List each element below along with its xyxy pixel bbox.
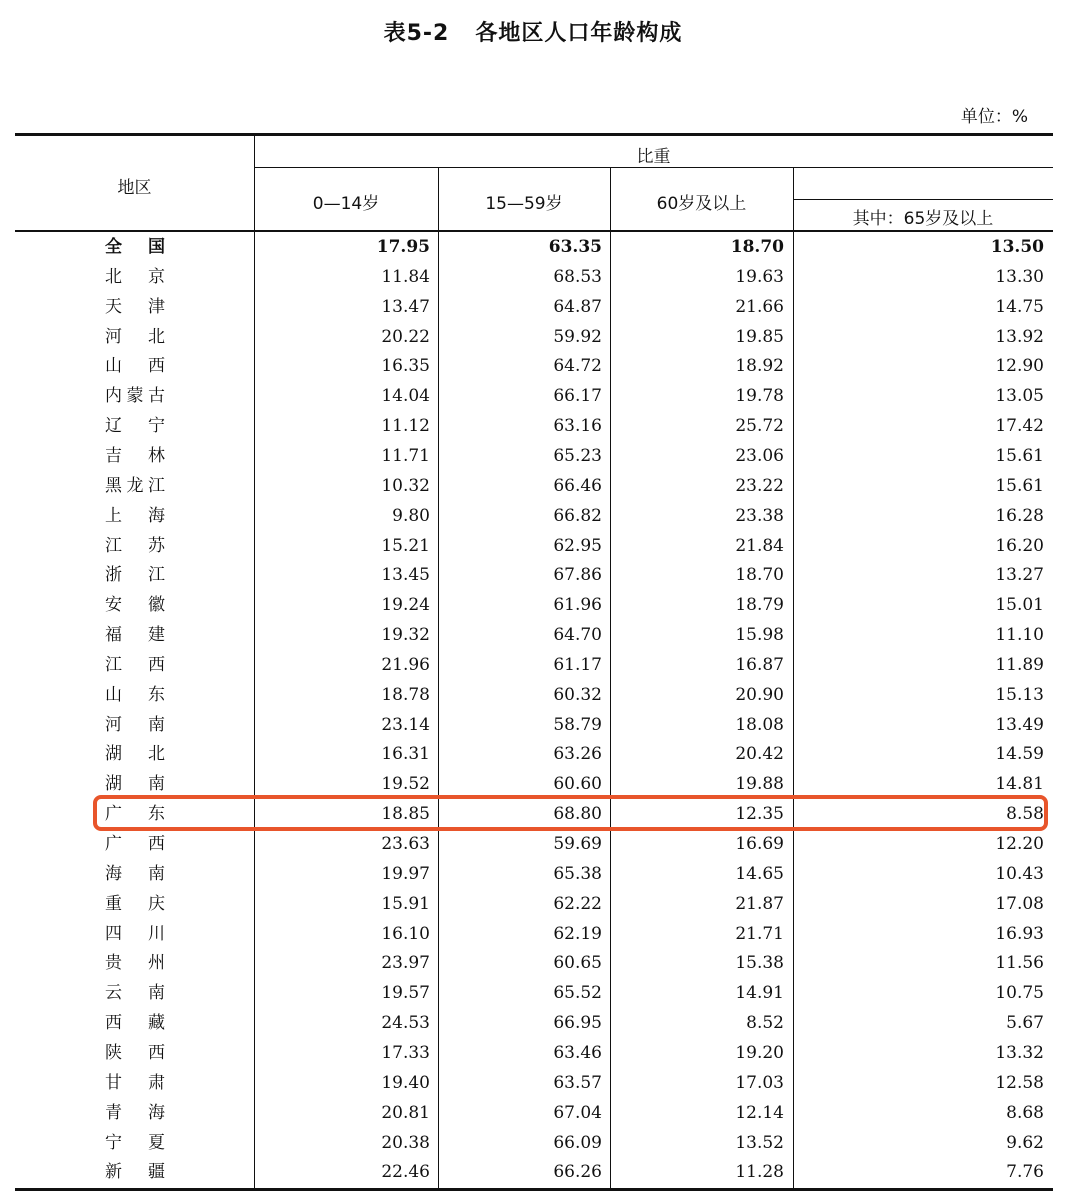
region-cell: 北京	[105, 266, 165, 287]
value-15-59: 60.65	[553, 953, 602, 974]
value-15-59: 63.57	[553, 1072, 602, 1093]
value-60-plus: 21.71	[735, 923, 784, 944]
value-0-14: 19.40	[381, 1072, 430, 1093]
value-0-14: 24.53	[381, 1013, 430, 1034]
value-65-plus: 11.89	[995, 654, 1044, 675]
value-60-plus: 19.78	[735, 386, 784, 407]
region-cell: 江苏	[105, 535, 165, 556]
region-cell: 重庆	[105, 893, 165, 914]
value-65-plus: 8.58	[1006, 804, 1044, 825]
value-60-plus: 23.22	[735, 475, 784, 496]
value-60-plus: 18.70	[730, 237, 784, 257]
value-60-plus: 12.35	[735, 804, 784, 825]
value-15-59: 66.95	[553, 1013, 602, 1034]
table-row	[15, 739, 1053, 769]
value-15-59: 58.79	[553, 714, 602, 735]
table-row	[15, 919, 1053, 949]
table-row	[15, 1068, 1053, 1098]
table-row	[15, 1157, 1053, 1187]
table-row	[15, 351, 1053, 381]
value-60-plus: 16.87	[735, 654, 784, 675]
table-row	[15, 710, 1053, 740]
value-15-59: 64.72	[553, 356, 602, 377]
region-cell: 山西	[105, 356, 165, 377]
region-cell: 黑龙江	[105, 475, 165, 496]
value-60-plus: 21.87	[735, 893, 784, 914]
value-15-59: 66.26	[553, 1162, 602, 1183]
value-15-59: 66.17	[553, 386, 602, 407]
unit-label: 单位：%	[960, 107, 1028, 127]
table-title-text: 各地区人口年龄构成	[475, 21, 683, 46]
bottom-rule	[15, 1188, 1053, 1191]
value-65-plus: 13.32	[995, 1042, 1044, 1063]
value-0-14: 15.91	[381, 893, 430, 914]
value-65-plus: 13.05	[995, 386, 1044, 407]
value-65-plus: 13.30	[995, 266, 1044, 287]
value-0-14: 23.97	[381, 953, 430, 974]
value-0-14: 10.32	[381, 475, 430, 496]
table-row	[15, 471, 1053, 501]
value-65-plus: 14.75	[995, 296, 1044, 317]
value-0-14: 19.24	[381, 595, 430, 616]
table-row	[15, 799, 1053, 829]
value-65-plus: 5.67	[1006, 1013, 1044, 1034]
value-60-plus: 17.03	[735, 1072, 784, 1093]
table-row	[15, 381, 1053, 411]
value-60-plus: 23.06	[735, 445, 784, 466]
value-0-14: 17.95	[376, 237, 430, 257]
value-60-plus: 20.42	[735, 744, 784, 765]
value-65-plus: 7.76	[1006, 1162, 1044, 1183]
value-60-plus: 21.66	[735, 296, 784, 317]
value-65-plus: 11.56	[995, 953, 1044, 974]
value-65-plus: 13.27	[995, 565, 1044, 586]
region-cell: 福建	[105, 625, 165, 646]
header-region: 地区	[117, 178, 152, 198]
value-60-plus: 8.52	[746, 1013, 784, 1034]
region-cell: 青海	[105, 1102, 165, 1123]
value-60-plus: 14.91	[735, 983, 784, 1004]
value-0-14: 20.81	[381, 1102, 430, 1123]
value-60-plus: 19.88	[735, 774, 784, 795]
region-cell: 河北	[105, 326, 165, 347]
value-60-plus: 14.65	[735, 863, 784, 884]
value-65-plus: 12.90	[995, 356, 1044, 377]
value-65-plus: 9.62	[1006, 1132, 1044, 1153]
value-15-59: 64.70	[553, 625, 602, 646]
value-60-plus: 19.63	[735, 266, 784, 287]
table-row	[15, 889, 1053, 919]
table-row	[15, 232, 1053, 262]
table-row	[15, 501, 1053, 531]
value-0-14: 19.52	[381, 774, 430, 795]
value-0-14: 20.22	[381, 326, 430, 347]
value-65-plus: 12.20	[995, 834, 1044, 854]
value-60-plus: 21.84	[735, 535, 784, 556]
subheader-rule	[793, 199, 1053, 200]
value-0-14: 11.84	[381, 266, 430, 287]
header-col-0-14: 0—14岁	[312, 194, 380, 214]
value-15-59: 60.60	[553, 774, 602, 795]
table-number: 表5-2	[383, 21, 450, 46]
value-65-plus: 12.58	[995, 1072, 1044, 1093]
value-65-plus: 14.59	[995, 744, 1044, 765]
value-15-59: 62.22	[553, 893, 602, 914]
value-60-plus: 13.52	[735, 1132, 784, 1153]
value-15-59: 62.19	[553, 923, 602, 944]
value-15-59: 59.69	[553, 834, 602, 854]
value-15-59: 61.17	[553, 654, 602, 675]
table-row	[15, 1098, 1053, 1128]
value-0-14: 21.96	[381, 654, 430, 675]
region-cell: 吉林	[105, 445, 165, 466]
table-title	[0, 16, 1066, 47]
value-60-plus: 11.28	[735, 1162, 784, 1183]
value-0-14: 20.38	[381, 1132, 430, 1153]
header-group-rule	[254, 167, 1053, 168]
value-60-plus: 18.08	[735, 714, 784, 735]
value-15-59: 66.09	[553, 1132, 602, 1153]
top-rule	[15, 133, 1053, 136]
table-row	[15, 411, 1053, 441]
value-65-plus: 15.61	[995, 445, 1044, 466]
table-row	[15, 292, 1053, 322]
region-cell: 广东	[105, 804, 165, 825]
value-15-59: 68.80	[553, 804, 602, 825]
region-cell: 山东	[105, 684, 165, 705]
value-15-59: 68.53	[553, 266, 602, 287]
header-col-15-59: 15—59岁	[485, 194, 563, 214]
region-cell: 辽宁	[105, 416, 165, 437]
value-0-14: 11.12	[381, 416, 430, 437]
value-0-14: 22.46	[381, 1162, 430, 1183]
value-0-14: 19.57	[381, 983, 430, 1004]
value-15-59: 63.35	[548, 237, 602, 257]
region-cell: 内蒙古	[105, 386, 165, 407]
table-row	[15, 262, 1053, 292]
value-15-59: 63.26	[553, 744, 602, 765]
value-15-59: 63.16	[553, 416, 602, 437]
value-0-14: 16.31	[381, 744, 430, 765]
table-row	[15, 590, 1053, 620]
region-cell: 全国	[105, 237, 165, 257]
region-cell: 浙江	[105, 565, 165, 586]
value-0-14: 23.14	[381, 714, 430, 735]
value-60-plus: 15.38	[735, 953, 784, 974]
table-row	[15, 441, 1053, 471]
value-65-plus: 15.61	[995, 475, 1044, 496]
region-cell: 四川	[105, 923, 165, 944]
value-0-14: 19.32	[381, 625, 430, 646]
value-0-14: 13.47	[381, 296, 430, 317]
value-15-59: 65.38	[553, 863, 602, 884]
region-cell: 湖北	[105, 744, 165, 765]
value-15-59: 65.23	[553, 445, 602, 466]
value-65-plus: 14.81	[995, 774, 1044, 795]
value-0-14: 13.45	[381, 565, 430, 586]
region-cell: 宁夏	[105, 1132, 165, 1153]
value-60-plus: 15.98	[735, 625, 784, 646]
region-cell: 甘肃	[105, 1072, 165, 1093]
region-cell: 云南	[105, 983, 165, 1004]
region-cell: 天津	[105, 296, 165, 317]
table-row	[15, 978, 1053, 1008]
value-60-plus: 18.70	[735, 565, 784, 586]
value-15-59: 67.86	[553, 565, 602, 586]
region-cell: 安徽	[105, 595, 165, 616]
value-65-plus: 15.01	[995, 595, 1044, 616]
value-65-plus: 15.13	[995, 684, 1044, 705]
table-row	[15, 620, 1053, 650]
value-65-plus: 17.42	[995, 416, 1044, 437]
value-0-14: 17.33	[381, 1042, 430, 1063]
value-15-59: 65.52	[553, 983, 602, 1004]
table-row	[15, 1038, 1053, 1068]
value-60-plus: 18.79	[735, 595, 784, 616]
value-0-14: 16.10	[381, 923, 430, 944]
header-col-60-plus: 60岁及以上	[656, 194, 747, 214]
value-15-59: 67.04	[553, 1102, 602, 1123]
value-0-14: 18.85	[381, 804, 430, 825]
value-65-plus: 10.43	[995, 863, 1044, 884]
table-row	[15, 1008, 1053, 1038]
table-row	[15, 829, 1053, 859]
value-60-plus: 16.69	[735, 834, 784, 854]
value-0-14: 23.63	[381, 834, 430, 854]
value-60-plus: 12.14	[735, 1102, 784, 1123]
value-60-plus: 23.38	[735, 505, 784, 526]
value-65-plus: 11.10	[995, 625, 1044, 646]
header-col-65-plus: 其中：65岁及以上	[852, 209, 994, 229]
region-cell: 河南	[105, 714, 165, 735]
value-60-plus: 18.92	[735, 356, 784, 377]
value-15-59: 63.46	[553, 1042, 602, 1063]
table-row	[15, 531, 1053, 561]
value-15-59: 66.46	[553, 475, 602, 496]
value-65-plus: 16.93	[995, 923, 1044, 944]
value-65-plus: 10.75	[995, 983, 1044, 1004]
value-15-59: 61.96	[553, 595, 602, 616]
region-cell: 广西	[105, 834, 165, 854]
region-cell: 新疆	[105, 1162, 165, 1183]
table-row	[15, 560, 1053, 590]
value-65-plus: 16.20	[995, 535, 1044, 556]
value-15-59: 60.32	[553, 684, 602, 705]
table-row	[15, 650, 1053, 680]
header-group: 比重	[636, 147, 671, 167]
value-65-plus: 17.08	[995, 893, 1044, 914]
value-60-plus: 20.90	[735, 684, 784, 705]
table-row	[15, 948, 1053, 978]
value-0-14: 15.21	[381, 535, 430, 556]
value-15-59: 66.82	[553, 505, 602, 526]
value-0-14: 16.35	[381, 356, 430, 377]
value-0-14: 19.97	[381, 863, 430, 884]
region-cell: 上海	[105, 505, 165, 526]
value-65-plus: 13.92	[995, 326, 1044, 347]
value-15-59: 62.95	[553, 535, 602, 556]
table-row	[15, 769, 1053, 799]
region-cell: 陕西	[105, 1042, 165, 1063]
table-row	[15, 1128, 1053, 1158]
value-15-59: 59.92	[553, 326, 602, 347]
value-60-plus: 25.72	[735, 416, 784, 437]
region-cell: 西藏	[105, 1013, 165, 1034]
value-0-14: 14.04	[381, 386, 430, 407]
region-cell: 海南	[105, 863, 165, 884]
value-65-plus: 8.68	[1006, 1102, 1044, 1123]
value-0-14: 9.80	[392, 505, 430, 526]
value-60-plus: 19.20	[735, 1042, 784, 1063]
value-0-14: 11.71	[381, 445, 430, 466]
region-cell: 江西	[105, 654, 165, 675]
value-65-plus: 16.28	[995, 505, 1044, 526]
value-65-plus: 13.50	[990, 237, 1044, 257]
value-0-14: 18.78	[381, 684, 430, 705]
region-cell: 贵州	[105, 953, 165, 974]
table-row	[15, 680, 1053, 710]
table-row	[15, 322, 1053, 352]
value-15-59: 64.87	[553, 296, 602, 317]
region-cell: 湖南	[105, 774, 165, 795]
value-60-plus: 19.85	[735, 326, 784, 347]
value-65-plus: 13.49	[995, 714, 1044, 735]
table-row	[15, 859, 1053, 889]
